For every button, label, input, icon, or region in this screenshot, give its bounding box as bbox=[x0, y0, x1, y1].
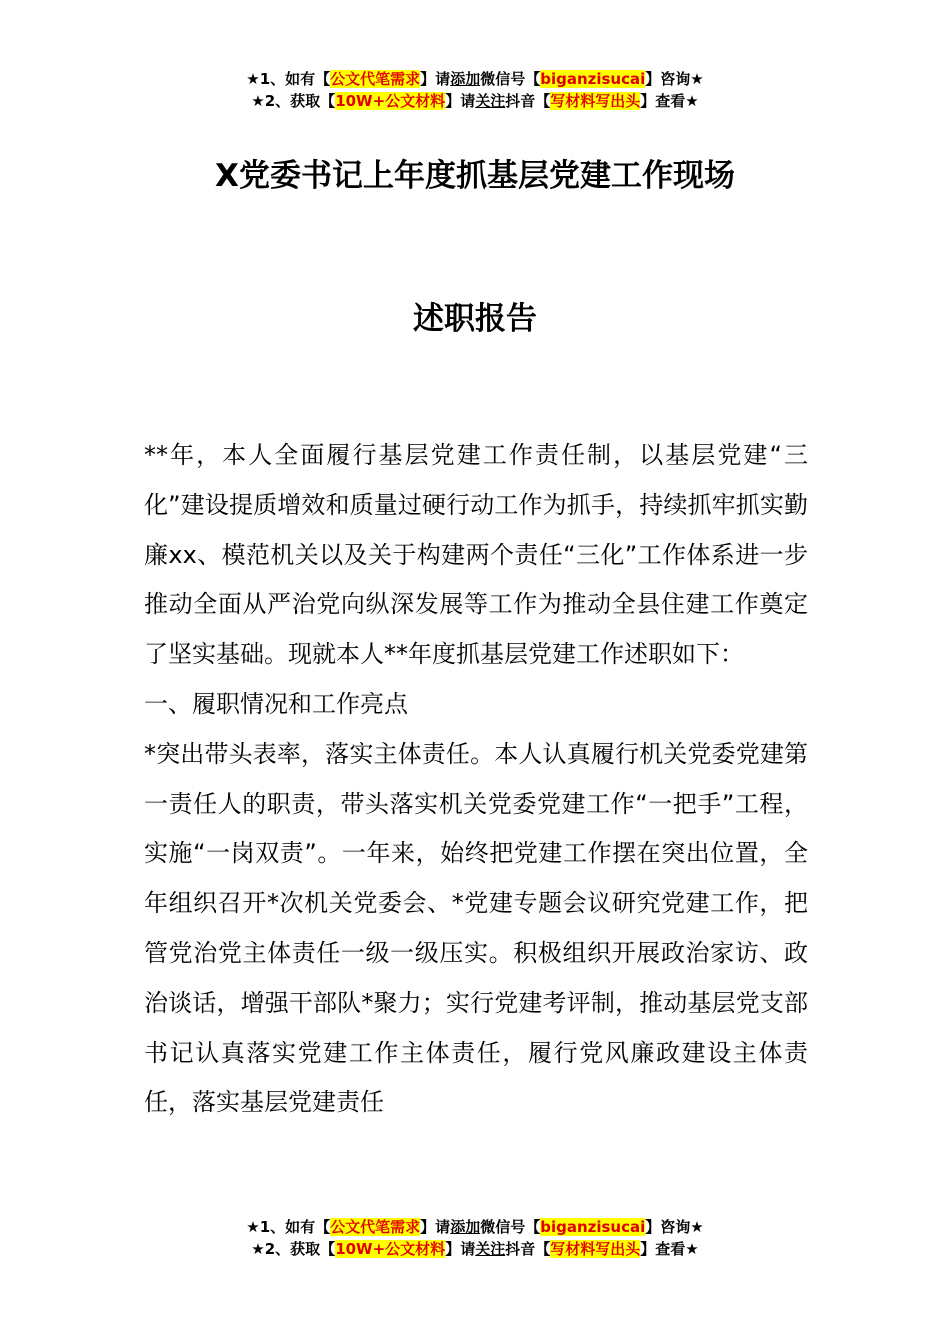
banner-text: 关注 bbox=[475, 1240, 506, 1258]
banner-text: ★2、获取【 bbox=[251, 1240, 336, 1258]
document-body bbox=[144, 431, 808, 1128]
section-heading: 一、履职情况和工作亮点 bbox=[144, 689, 408, 718]
banner-text: 】咨询★ bbox=[645, 1218, 704, 1236]
banner-highlight: 10W+公文材料 bbox=[335, 92, 446, 110]
document-title: X党委书记上年度抓基层党建工作现场 bbox=[215, 158, 735, 194]
banner-text: 】查看★ bbox=[640, 1240, 699, 1258]
banner-text: 】请 bbox=[445, 92, 476, 110]
banner-text: 微信号【 bbox=[480, 70, 541, 88]
header-banner bbox=[0, 68, 950, 112]
banner-highlight: biganzisucai bbox=[540, 70, 646, 88]
banner-text: 抖音【 bbox=[505, 1240, 551, 1258]
body-paragraph: **年，本人全面履行基层党建工作责任制，以基层党建“三化”建设提质增效和质量过硬行动工作为抓手，持续抓牢抓实勤廉xx、模范机关以及关于构建两个责任“三化”工作体系进一步推动全面从严治党向纵深发展等工作为推动全县住建工作奠定了坚实基础。现就本人**年度抓基层党建工作述职如下： bbox=[144, 441, 808, 669]
banner-text: 】请 bbox=[420, 1218, 451, 1236]
banner-highlight: 写材料写出头 bbox=[550, 1240, 641, 1258]
banner-text: 】咨询★ bbox=[645, 70, 704, 88]
banner-text: ★1、如有【 bbox=[246, 70, 331, 88]
banner-highlight: 写材料写出头 bbox=[550, 92, 641, 110]
banner-highlight: 10W+公文材料 bbox=[335, 1240, 446, 1258]
banner-text: 微信号【 bbox=[480, 1218, 541, 1236]
footer-banner bbox=[0, 1216, 950, 1260]
banner-highlight: 公文代笔需求 bbox=[330, 1218, 421, 1236]
banner-text: ★2、获取【 bbox=[251, 92, 336, 110]
banner-text: ★1、如有【 bbox=[246, 1218, 331, 1236]
banner-text: 】请 bbox=[420, 70, 451, 88]
banner-text: 抖音【 bbox=[505, 92, 551, 110]
banner-text: 添加 bbox=[450, 1218, 481, 1236]
body-paragraph: *突出带头表率，落实主体责任。本人认真履行机关党委党建第一责任人的职责，带头落实机关党委党建工作“一把手”工程，实施“一岗双责”。一年来，始终把党建工作摆在突出位置，全年组织召开*次机关党委会、*党建专题会议研究党建工作，把管党治党主体责任一级一级压实。积极组织开展政治家访、政治谈话，增强干部队*聚力；实行党建考评制，推动基层党支部书记认真落实党建工作主体责任，履行党风廉政建设主体责任，落实基层党建责任 bbox=[144, 739, 808, 1117]
banner-text: 】请 bbox=[445, 1240, 476, 1258]
banner-line-2 bbox=[0, 1238, 950, 1260]
banner-highlight: biganzisucai bbox=[540, 1218, 646, 1236]
banner-line-2 bbox=[0, 90, 950, 112]
banner-text: 关注 bbox=[475, 92, 506, 110]
banner-text: 】查看★ bbox=[640, 92, 699, 110]
banner-text: 添加 bbox=[450, 70, 481, 88]
document-title-continued: 述职报告 bbox=[413, 301, 537, 337]
banner-highlight: 公文代笔需求 bbox=[330, 70, 421, 88]
banner-line-1 bbox=[0, 68, 950, 90]
banner-line-1 bbox=[0, 1216, 950, 1238]
